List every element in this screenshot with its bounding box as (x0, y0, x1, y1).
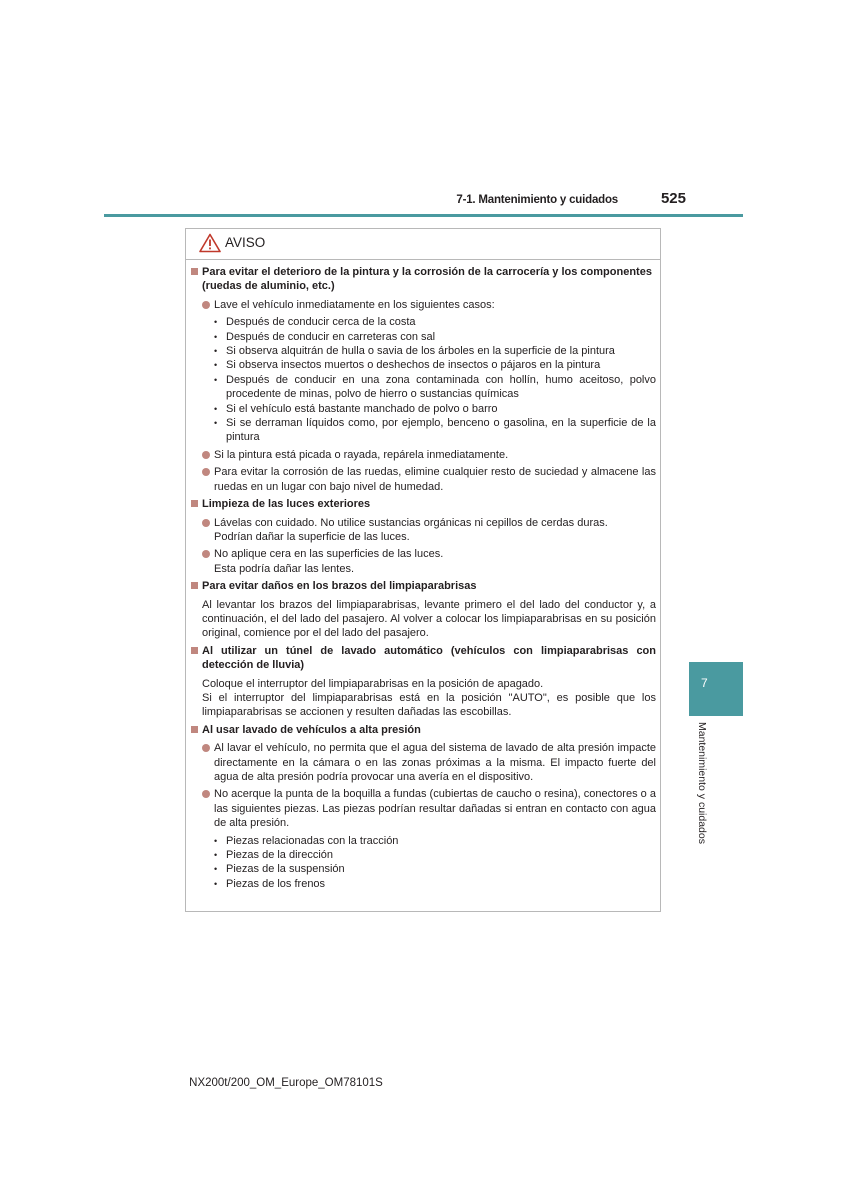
chapter-label: Mantenimiento y cuidados (696, 722, 708, 844)
chapter-number: 7 (701, 676, 708, 690)
list-item: • Si observa alquitrán de hulla o savia de los árboles en la superficie de la pintura (190, 344, 656, 358)
section-heading: Al utilizar un túnel de lavado automático (vehículos con limpiaparabrisas con detección de lluvia) (190, 644, 656, 673)
round-bullet-icon (202, 301, 210, 309)
section-heading: Para evitar el deterioro de la pintura y la corrosión de la carrocería y los componentes (ruedas de aluminio, etc.) (190, 265, 656, 294)
round-bullet-icon (202, 790, 210, 798)
chapter-tab[interactable] (689, 662, 743, 716)
paragraph: Al levantar los brazos del limpiaparabrisas, levante primero el del lado del conductor y, a continuación, el del lado del pasajero. Al volver a colocar los limpiaparabrisas en su posición original, comience por el del lado del pasajero. (202, 598, 656, 640)
list-item: • Piezas de los frenos (190, 877, 656, 891)
warning-content (190, 265, 656, 894)
round-bullet-icon (202, 744, 210, 752)
bullet-item: No aplique cera en las superficies de las luces. Esta podría dañar las lentes. (190, 547, 656, 576)
list-item: • Piezas de la dirección (190, 848, 656, 862)
sub-list (190, 315, 656, 445)
list-item: • Después de conducir en carreteras con sal (190, 330, 656, 344)
square-bullet-icon (191, 726, 198, 733)
round-bullet-icon (202, 519, 210, 527)
section-title: 7-1. Mantenimiento y cuidados (456, 194, 618, 206)
header-rule (104, 214, 743, 217)
list-item: • Piezas de la suspensión (190, 862, 656, 876)
sub-list (190, 834, 656, 892)
list-item: • Si el vehículo está bastante manchado de polvo o barro (190, 402, 656, 416)
round-bullet-icon (202, 468, 210, 476)
warning-header (186, 229, 660, 260)
bullet-item: No acerque la punta de la boquilla a fundas (cubiertas de caucho o resina), conectores o a las siguientes piezas. Las piezas podrían resultar dañadas si entran en contacto con agua de alta presión. (190, 787, 656, 830)
round-bullet-icon (202, 550, 210, 558)
square-bullet-icon (191, 500, 198, 507)
bullet-item: Lávelas con cuidado. No utilice sustancias orgánicas ni cepillos de cerdas duras. Podrían dañar la superficie de las luces. (190, 516, 656, 545)
warning-triangle-icon (199, 233, 221, 253)
list-item: • Después de conducir en una zona contaminada con hollín, humo aceitoso, polvo procedente de minas, polvo de hierro o sustancias químicas (190, 373, 656, 402)
list-item: • Piezas relacionadas con la tracción (190, 834, 656, 848)
round-bullet-icon (202, 451, 210, 459)
section-heading: Para evitar daños en los brazos del limpiaparabrisas (190, 579, 656, 593)
bullet-item: Al lavar el vehículo, no permita que el agua del sistema de lavado de alta presión impacte directamente en la cámara o en las zonas próximas a la misma. El impacto fuerte del agua de alta presión podría provocar una avería en el dispositivo. (190, 741, 656, 784)
square-bullet-icon (191, 268, 198, 275)
page-number: 525 (660, 190, 686, 207)
bullet-item: Lave el vehículo inmediatamente en los siguientes casos: (190, 298, 656, 312)
square-bullet-icon (191, 582, 198, 589)
warning-title: AVISO (225, 235, 266, 250)
section-heading: Al usar lavado de vehículos a alta presión (190, 723, 656, 737)
paragraph: Si el interruptor del limpiaparabrisas está en la posición "AUTO", es posible que los limpiaparabrisas se accionen y resulten dañadas las escobillas. (202, 691, 656, 719)
bullet-item: Para evitar la corrosión de las ruedas, elimine cualquier resto de suciedad y almacene las ruedas en un lugar con bajo nivel de humedad. (190, 465, 656, 494)
list-item: • Si se derraman líquidos como, por ejemplo, benceno o gasolina, en la superficie de la pintura (190, 416, 656, 445)
document-code: NX200t/200_OM_Europe_OM78101S (189, 1077, 383, 1089)
section-heading: Limpieza de las luces exteriores (190, 497, 656, 511)
list-item: • Después de conducir cerca de la costa (190, 315, 656, 329)
bullet-item: Si la pintura está picada o rayada, repárela inmediatamente. (190, 448, 656, 462)
warning-box (185, 228, 661, 912)
paragraph: Coloque el interruptor del limpiaparabrisas en la posición de apagado. (202, 677, 544, 690)
square-bullet-icon (191, 647, 198, 654)
list-item: • Si observa insectos muertos o deshechos de insectos o pájaros en la pintura (190, 358, 656, 372)
